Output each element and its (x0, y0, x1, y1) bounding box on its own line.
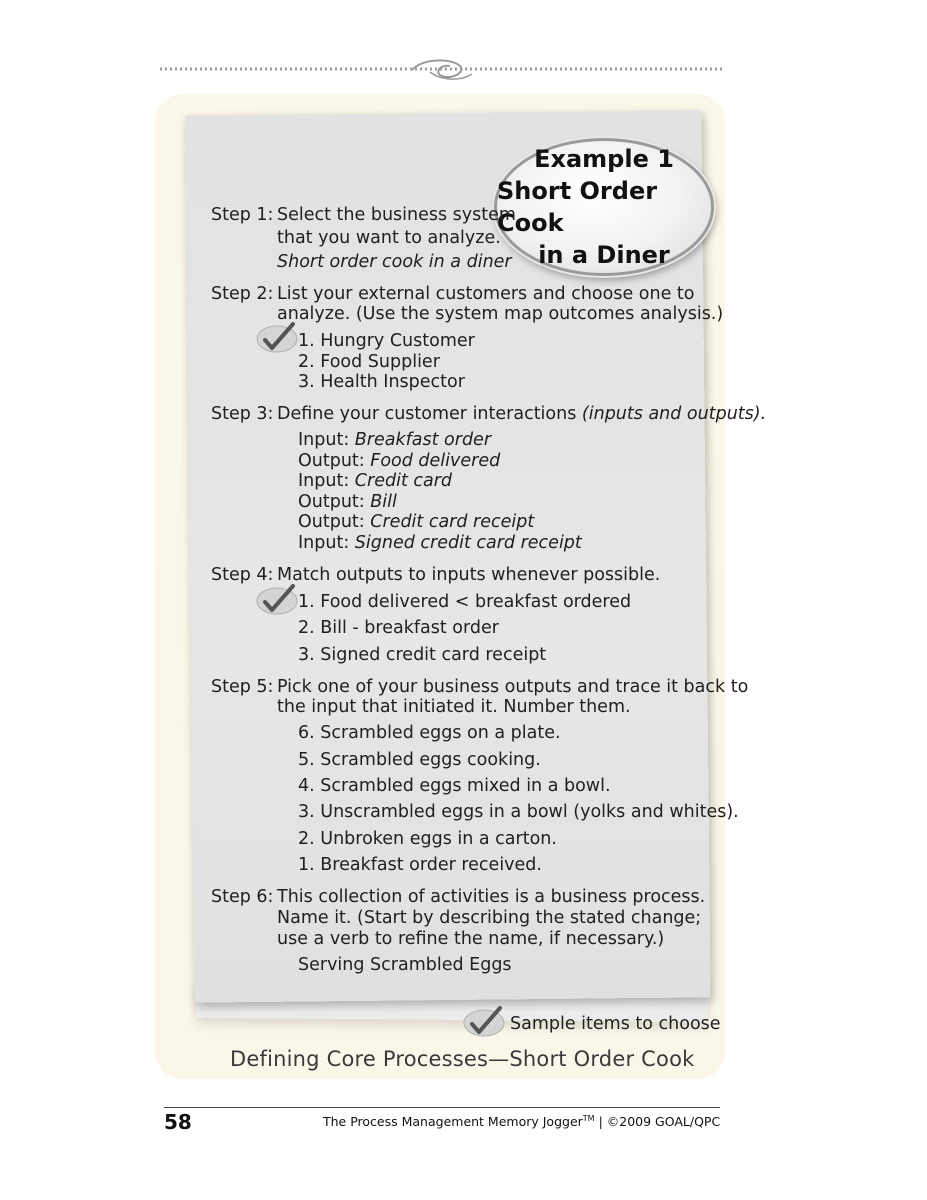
item-kind: Input: (298, 533, 350, 553)
step5-item: 1. Breakfast order received. (298, 855, 542, 875)
item-kind: Output: (298, 451, 365, 471)
checkmark-icon (255, 322, 299, 354)
step3-line1-italic: (inputs and outputs). (581, 404, 767, 424)
example-badge (494, 138, 714, 276)
step3-item (298, 533, 582, 553)
item-value: Credit card (354, 471, 453, 491)
step2-item-3: 3. Health Inspector (298, 372, 465, 392)
step4-item-2: 2. Bill - breakfast order (298, 618, 499, 638)
item-value: Signed credit card receipt (354, 533, 582, 553)
step1-label: Step 1: (211, 205, 274, 225)
page-title: Defining Core Processes—Short Order Cook (230, 1047, 695, 1071)
step3-item (298, 430, 491, 450)
item-kind: Input: (298, 471, 350, 491)
copyright: ©2009 GOAL/QPC (606, 1114, 721, 1130)
checkmark-icon (255, 584, 299, 616)
footer-text (323, 1114, 720, 1129)
step3-item (298, 451, 500, 471)
step5-item: 2. Unbroken eggs in a carton. (298, 829, 557, 849)
page-number: 58 (164, 1110, 192, 1134)
item-value: Credit card receipt (370, 512, 535, 532)
step4-label: Step 4: (211, 565, 274, 585)
step2-label: Step 2: (211, 284, 274, 304)
step3-line1 (277, 404, 766, 424)
badge-line-2: Short Order Cook (497, 177, 658, 237)
step2-line1: List your external customers and choose one to (277, 284, 695, 304)
step3-item (298, 492, 397, 512)
item-value: Bill (370, 492, 397, 512)
step5-item: 6. Scrambled eggs on a plate. (298, 723, 561, 743)
step5-item: 3. Unscrambled eggs in a bowl (yolks and whites). (298, 802, 739, 822)
step4-item-3: 3. Signed credit card receipt (298, 645, 547, 665)
trademark: TM (582, 1114, 595, 1123)
step6-label: Step 6: (211, 887, 274, 907)
legend-text: Sample items to choose (510, 1014, 721, 1034)
step6-line1: This collection of activities is a business process. (277, 887, 706, 907)
step1-line2: that you want to analyze. (277, 228, 501, 248)
step6-line3: use a verb to refine the name, if necessary.) (277, 929, 665, 949)
footer-separator: | (598, 1114, 603, 1130)
step5-line2: the input that initiated it. Number them. (277, 697, 631, 717)
badge-line-3: in a Diner (538, 241, 670, 269)
item-kind: Input: (298, 430, 350, 450)
flourish-divider (160, 56, 724, 84)
step3-label: Step 3: (211, 404, 274, 424)
step1-answer: Short order cook in a diner (277, 252, 512, 272)
step5-item: 5. Scrambled eggs cooking. (298, 750, 541, 770)
step6-answer: Serving Scrambled Eggs (298, 955, 512, 975)
step1-line1: Select the business system (277, 205, 516, 225)
item-kind: Output: (298, 492, 365, 512)
item-value: Breakfast order (354, 430, 492, 450)
item-value: Food delivered (370, 451, 501, 471)
step4-line1: Match outputs to inputs whenever possible. (277, 565, 661, 585)
step6-line2: Name it. (Start by describing the stated change; (277, 908, 702, 928)
step5-label: Step 5: (211, 677, 274, 697)
step2-line2: analyze. (Use the system map outcomes analysis.) (277, 304, 724, 324)
step5-line1: Pick one of your business outputs and trace it back to (277, 677, 749, 697)
badge-line-1: Example 1 (534, 145, 674, 173)
step3-item (298, 512, 534, 532)
step3-line1-text: Define your customer interactions (277, 404, 577, 424)
item-kind: Output: (298, 512, 365, 532)
step3-item (298, 471, 452, 491)
footer-rule (164, 1107, 720, 1108)
checkmark-icon (462, 1006, 506, 1038)
step2-item-2: 2. Food Supplier (298, 352, 440, 372)
step4-item-1: 1. Food delivered < breakfast ordered (298, 592, 632, 612)
step2-item-1: 1. Hungry Customer (298, 331, 475, 351)
step5-item: 4. Scrambled eggs mixed in a bowl. (298, 776, 611, 796)
book-title: The Process Management Memory Jogger (323, 1114, 583, 1130)
